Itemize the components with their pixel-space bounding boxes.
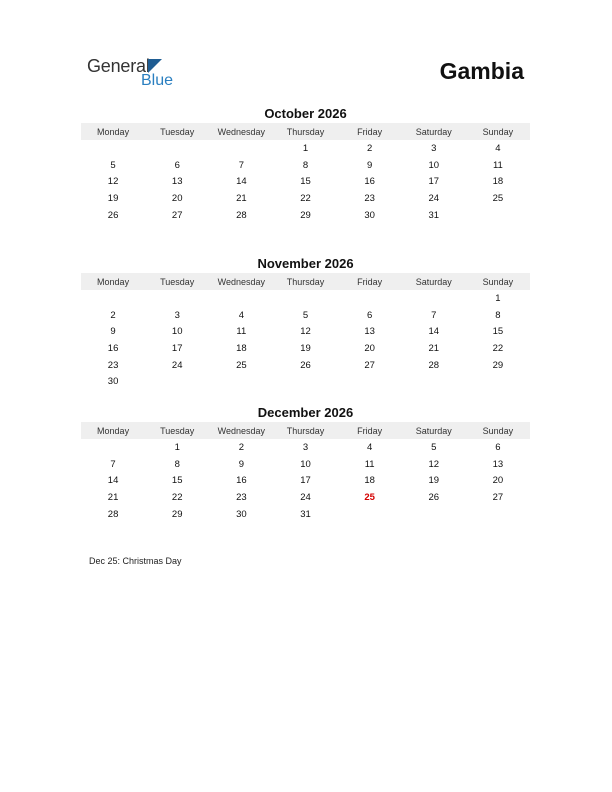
day-cell: 25 [492, 192, 504, 204]
day-cell: 13 [492, 458, 504, 470]
day-cell: 12 [428, 458, 440, 470]
day-cell: 20 [364, 342, 375, 354]
day-cell: 15 [300, 176, 311, 188]
week-row [81, 456, 530, 473]
weekday-label: Thursday [286, 425, 325, 436]
day-cell: 19 [300, 342, 311, 354]
month-october [81, 105, 530, 223]
day-cell: 21 [107, 491, 119, 503]
week-row [81, 157, 530, 174]
generalblue-logo [87, 56, 187, 92]
weekday-label: Friday [357, 276, 383, 287]
day-cell: 29 [300, 209, 311, 221]
day-cell: 8 [302, 159, 309, 171]
day-cell: 16 [364, 176, 375, 188]
day-cell: 30 [364, 209, 375, 221]
weekday-label: Tuesday [160, 425, 195, 436]
day-cell: 18 [492, 176, 504, 188]
day-cell-holiday: 25 [364, 491, 375, 503]
day-cell: 5 [302, 309, 309, 321]
day-cell: 15 [171, 475, 183, 487]
week-row [81, 173, 530, 190]
month-november [81, 255, 530, 390]
day-cell: 21 [428, 342, 440, 354]
weekday-label: Wednesday [217, 126, 266, 137]
day-cell: 23 [364, 192, 375, 204]
day-cell: 1 [302, 142, 309, 154]
day-cell: 21 [236, 192, 247, 204]
month-title: December 2026 [257, 405, 354, 420]
day-cell: 28 [236, 209, 247, 221]
day-cell: 26 [428, 491, 440, 503]
day-cell: 24 [428, 192, 440, 204]
week-row [81, 489, 530, 506]
day-cell: 19 [107, 192, 119, 204]
day-cell: 7 [110, 458, 116, 470]
day-cell: 10 [171, 326, 183, 338]
weekday-label: Saturday [415, 425, 452, 436]
weekday-label: Saturday [415, 276, 452, 287]
day-cell: 5 [431, 441, 437, 453]
day-cell: 22 [171, 491, 183, 503]
day-cell: 30 [236, 508, 247, 520]
week-row [81, 140, 530, 157]
day-cell: 25 [236, 359, 247, 371]
week-row [81, 373, 530, 390]
weekday-label: Sunday [482, 126, 514, 137]
day-cell: 13 [171, 176, 183, 188]
country-title: Gambia [439, 58, 524, 84]
day-cell: 31 [428, 209, 440, 221]
day-cell: 29 [171, 508, 183, 520]
day-cell: 29 [492, 359, 504, 371]
day-cell: 5 [110, 159, 116, 171]
day-cell: 10 [300, 458, 311, 470]
day-cell: 27 [364, 359, 375, 371]
day-cell: 7 [431, 309, 437, 321]
day-cell: 9 [110, 326, 116, 338]
day-cell: 14 [107, 475, 119, 487]
day-cell: 14 [428, 326, 440, 338]
day-cell: 18 [364, 475, 375, 487]
weekday-header-row [81, 273, 530, 290]
weekday-label: Tuesday [160, 126, 195, 137]
day-cell: 11 [364, 458, 375, 470]
day-cell: 4 [495, 142, 501, 154]
day-cell: 22 [300, 192, 311, 204]
day-cell: 27 [492, 491, 504, 503]
day-cell: 4 [238, 309, 244, 321]
day-cell: 27 [171, 209, 183, 221]
weekday-label: Friday [357, 425, 383, 436]
weekday-label: Thursday [286, 276, 325, 287]
week-row [81, 323, 530, 340]
day-cell: 3 [174, 309, 180, 321]
day-cell: 2 [110, 309, 116, 321]
day-cell: 20 [492, 475, 504, 487]
week-row [81, 439, 530, 456]
day-cell: 15 [492, 326, 504, 338]
day-cell: 19 [428, 475, 440, 487]
week-row [81, 190, 530, 207]
day-cell: 24 [171, 359, 183, 371]
day-cell: 10 [428, 159, 440, 171]
day-cell: 18 [236, 342, 247, 354]
day-cell: 6 [366, 309, 373, 321]
day-cell: 4 [366, 441, 373, 453]
week-row [81, 207, 530, 224]
month-title: November 2026 [257, 256, 354, 271]
day-cell: 20 [171, 192, 183, 204]
day-cell: 31 [300, 508, 311, 520]
day-cell: 13 [364, 326, 375, 338]
logo-word-blue: Blue [141, 72, 174, 89]
day-cell: 8 [174, 458, 180, 470]
day-cell: 1 [174, 441, 180, 453]
day-cell: 11 [236, 326, 247, 338]
day-cell: 17 [171, 342, 183, 354]
weekday-label: Sunday [482, 276, 514, 287]
day-cell: 24 [300, 491, 311, 503]
weekday-label: Monday [97, 425, 130, 436]
weekday-label: Monday [97, 126, 130, 137]
day-cell: 9 [238, 458, 244, 470]
month-december [81, 404, 530, 522]
day-cell: 30 [107, 376, 119, 388]
day-cell: 12 [300, 326, 311, 338]
day-cell: 26 [107, 209, 119, 221]
week-row [81, 506, 530, 523]
month-title: October 2026 [264, 106, 347, 121]
day-cell: 2 [238, 441, 244, 453]
day-cell: 3 [302, 441, 309, 453]
day-cell: 2 [366, 142, 373, 154]
day-cell: 17 [428, 176, 440, 188]
week-row [81, 290, 530, 307]
day-cell: 6 [495, 441, 501, 453]
weekday-label: Tuesday [160, 276, 195, 287]
day-cell: 14 [236, 176, 247, 188]
weekday-label: Saturday [415, 126, 452, 137]
day-cell: 12 [107, 176, 119, 188]
weekday-label: Wednesday [217, 276, 266, 287]
weekday-label: Thursday [286, 126, 325, 137]
day-cell: 9 [366, 159, 373, 171]
day-cell: 3 [431, 142, 437, 154]
day-cell: 7 [238, 159, 244, 171]
weekday-header-row [81, 123, 530, 140]
day-cell: 23 [236, 491, 247, 503]
day-cell: 6 [174, 159, 180, 171]
weekday-label: Friday [357, 126, 383, 137]
week-row [81, 472, 530, 489]
logo-word-general: General [87, 56, 150, 76]
week-row [81, 357, 530, 374]
weekday-label: Monday [97, 276, 130, 287]
weekday-label: Wednesday [217, 425, 266, 436]
day-cell: 11 [492, 159, 503, 171]
week-row [81, 340, 530, 357]
day-cell: 1 [495, 292, 501, 304]
holiday-note: Dec 25: Christmas Day [89, 556, 182, 566]
day-cell: 8 [495, 309, 501, 321]
day-cell: 23 [107, 359, 119, 371]
day-cell: 16 [107, 342, 119, 354]
weekday-header-row [81, 422, 530, 439]
logo-triangle-icon [148, 59, 162, 73]
day-cell: 28 [428, 359, 440, 371]
day-cell: 28 [107, 508, 119, 520]
day-cell: 26 [300, 359, 311, 371]
day-cell: 16 [236, 475, 247, 487]
weekday-label: Sunday [482, 425, 514, 436]
week-row [81, 307, 530, 324]
day-cell: 17 [300, 475, 311, 487]
day-cell: 22 [492, 342, 504, 354]
